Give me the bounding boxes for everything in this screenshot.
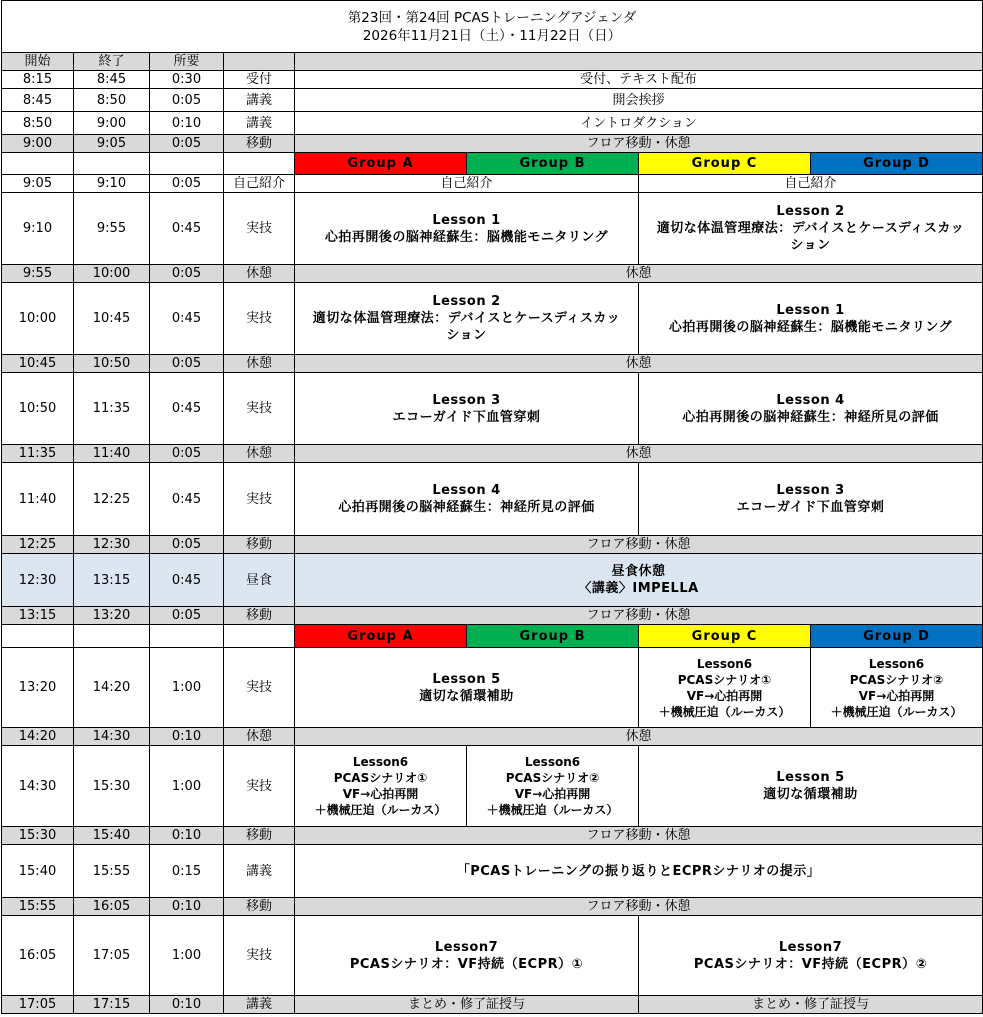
lesson-number: Lesson 5 [432,671,501,687]
cell-end: 16:05 [74,898,150,916]
cell-end: 9:05 [74,135,150,153]
scenario-detail: VF→心拍再開 [514,787,591,801]
cell-start: 10:45 [2,355,74,373]
scenario-detail: ＋機械圧迫（ルーカス） [658,704,791,719]
cell-content: 休憩 [295,355,983,373]
cell-blank [2,153,74,175]
cell-type: 実技 [224,916,295,996]
lunch-lecture: 〈講義〉IMPELLA [578,581,699,596]
cell-blank [74,153,150,175]
cell-end: 9:00 [74,112,150,135]
cell-content-right: まとめ・修了証授与 [639,996,983,1014]
cell-end: 15:40 [74,827,150,845]
cell-start: 13:15 [2,607,74,625]
cell-content: フロア移動・休憩 [295,898,983,916]
cell-blank [74,625,150,648]
scenario-detail: VF→心拍再開 [686,688,763,703]
cell-type: 講義 [224,112,295,135]
cell-duration: 0:05 [150,89,224,112]
cell-start: 9:55 [2,265,74,283]
cell-type: 昼食 [224,554,295,607]
lesson-number: Lesson 1 [776,302,845,318]
cell-content-left: まとめ・修了証授与 [295,996,639,1014]
cell-duration: 0:45 [150,193,224,265]
cell-blank [2,625,74,648]
lesson-title: 心拍再開後の脳神経蘇生：神経所見の評価 [682,409,939,425]
lesson-number: Lesson 1 [432,212,501,228]
cell-duration: 0:15 [150,845,224,898]
cell-start: 8:15 [2,71,74,89]
cell-type: 休憩 [224,728,295,746]
lesson-number: Lesson 2 [432,294,501,309]
cell-duration: 0:05 [150,445,224,463]
cell-type: 実技 [224,648,295,728]
scenario-name: PCASシナリオ① [333,771,428,785]
cell-duration: 0:45 [150,463,224,536]
cell-start: 14:20 [2,728,74,746]
cell-type: 移動 [224,827,295,845]
cell-end: 9:10 [74,175,150,193]
cell-blank [224,153,295,175]
group-c-header: Group C [639,153,811,175]
lesson-number: Lesson 3 [432,392,501,408]
cell-end: 8:50 [74,89,150,112]
cell-duration: 0:10 [150,728,224,746]
lesson-number: Lesson6 [524,755,581,769]
cell-duration: 0:05 [150,607,224,625]
group-d-header: Group D [811,625,983,648]
cell-type: 受付 [224,71,295,89]
lesson-cell-right [639,283,983,355]
lunch-cell [295,554,983,607]
lesson-cell-right [639,746,983,827]
cell-start: 14:30 [2,746,74,827]
cell-duration: 1:00 [150,916,224,996]
cell-type: 講義 [224,89,295,112]
cell-content: イントロダクション [295,112,983,135]
lesson-cell-group-c [639,648,811,728]
lesson-cell-left [295,648,639,728]
cell-content: 開会挨拶 [295,89,983,112]
cell-type: 休憩 [224,265,295,283]
scenario-detail: ＋機械圧迫（ルーカス） [486,803,619,817]
cell-start: 11:40 [2,463,74,536]
cell-start: 8:50 [2,112,74,135]
scenario-name: PCASシナリオ① [677,672,772,687]
lesson-number: Lesson6 [352,755,409,769]
cell-duration: 0:30 [150,71,224,89]
cell-content: フロア移動・休憩 [295,827,983,845]
lesson-number: Lesson6 [696,656,753,671]
cell-type: 講義 [224,845,295,898]
lesson-number: Lesson7 [434,939,499,955]
lesson-number: Lesson6 [868,656,925,671]
lesson-cell-left [295,373,639,445]
cell-end: 13:20 [74,607,150,625]
cell-type: 休憩 [224,355,295,373]
lesson-title: 適切な体温管理療法：デバイスとケースディスカッ [312,311,621,326]
lesson-title: 適切な体温管理療法：デバイスとケースディスカッ [656,221,965,236]
cell-start: 9:10 [2,193,74,265]
lesson-cell-right [639,916,983,996]
cell-type: 実技 [224,463,295,536]
lesson-cell-left [295,916,639,996]
lesson-number: Lesson 3 [776,483,845,498]
lesson-title: 適切な循環補助 [763,787,858,802]
group-b-header: Group B [467,625,639,648]
lesson-title: 心拍再開後の脳神経蘇生：神経所見の評価 [338,500,595,515]
cell-start: 10:00 [2,283,74,355]
cell-content: 休憩 [295,445,983,463]
cell-content: フロア移動・休憩 [295,536,983,554]
cell-duration: 0:10 [150,112,224,135]
cell-start: 15:55 [2,898,74,916]
agenda-table [1,0,983,1014]
cell-type: 実技 [224,193,295,265]
cell-duration: 0:10 [150,898,224,916]
cell-duration: 0:10 [150,996,224,1014]
cell-type: 移動 [224,135,295,153]
cell-end: 15:55 [74,845,150,898]
header-end: 終了 [74,53,150,71]
lesson-title: エコーガイド下血管穿刺 [392,409,541,425]
cell-type: 移動 [224,536,295,554]
cell-start: 9:00 [2,135,74,153]
lesson-title: PCASシナリオ：VF持続（ECPR）① [349,956,584,972]
cell-content: フロア移動・休憩 [295,607,983,625]
cell-content: 休憩 [295,728,983,746]
cell-start: 11:35 [2,445,74,463]
cell-type: 講義 [224,996,295,1014]
scenario-detail: ＋機械圧迫（ルーカス） [830,704,963,719]
cell-start: 12:30 [2,554,74,607]
cell-start: 8:45 [2,89,74,112]
cell-end: 12:30 [74,536,150,554]
cell-blank [150,153,224,175]
cell-type: 実技 [224,373,295,445]
cell-duration: 0:10 [150,827,224,845]
group-a-header: Group A [295,625,467,648]
title-line-1: 第23回・第24回 PCASトレーニングアジェンダ [347,9,637,26]
cell-end: 17:05 [74,916,150,996]
cell-start: 13:20 [2,648,74,728]
lesson-number: Lesson 2 [776,204,845,219]
cell-end: 11:35 [74,373,150,445]
cell-end: 8:45 [74,71,150,89]
cell-duration: 0:05 [150,355,224,373]
cell-type: 休憩 [224,445,295,463]
group-a-header: Group A [295,153,467,175]
lesson-title: 心拍再開後の脳神経蘇生：脳機能モニタリング [324,229,609,245]
cell-type: 自己紹介 [224,175,295,193]
cell-start: 16:05 [2,916,74,996]
cell-blank [224,625,295,648]
cell-start: 12:25 [2,536,74,554]
cell-content-right: 自己紹介 [639,175,983,193]
lesson-cell-left [295,283,639,355]
cell-duration: 0:05 [150,135,224,153]
lesson-number: Lesson 4 [432,483,501,498]
cell-duration: 1:00 [150,746,224,827]
page-title [2,1,983,53]
cell-duration: 0:05 [150,536,224,554]
cell-duration: 0:05 [150,265,224,283]
cell-duration: 0:45 [150,554,224,607]
header-start: 開始 [2,53,74,71]
header-duration: 所要 [150,53,224,71]
lesson-title: 心拍再開後の脳神経蘇生：脳機能モニタリング [668,319,953,335]
lesson-cell-left [295,463,639,536]
lesson-title-cont: ション [446,328,487,343]
cell-type: 移動 [224,898,295,916]
group-d-header: Group D [811,153,983,175]
lesson-cell-right [639,193,983,265]
lesson-cell-group-d [811,648,983,728]
cell-end: 10:00 [74,265,150,283]
cell-end: 15:30 [74,746,150,827]
cell-end: 14:30 [74,728,150,746]
cell-start: 9:05 [2,175,74,193]
cell-type: 実技 [224,746,295,827]
cell-type: 移動 [224,607,295,625]
cell-end: 9:55 [74,193,150,265]
cell-end: 17:15 [74,996,150,1014]
cell-start: 10:50 [2,373,74,445]
cell-content: 休憩 [295,265,983,283]
lesson-title: 適切な循環補助 [419,688,514,704]
cell-start: 15:40 [2,845,74,898]
lesson-title: PCASシナリオ：VF持続（ECPR）② [693,956,928,972]
cell-content-left: 自己紹介 [295,175,639,193]
header-content [295,53,983,71]
cell-end: 14:20 [74,648,150,728]
cell-end: 12:25 [74,463,150,536]
cell-end: 10:45 [74,283,150,355]
lesson-cell-group-a [295,746,467,827]
cell-start: 17:05 [2,996,74,1014]
lesson-cell-group-b [467,746,639,827]
lesson-number: Lesson 4 [776,392,845,408]
cell-end: 13:15 [74,554,150,607]
lesson-cell-left [295,193,639,265]
cell-end: 10:50 [74,355,150,373]
scenario-detail: ＋機械圧迫（ルーカス） [314,803,447,817]
cell-content: 「PCASトレーニングの振り返りとECPRシナリオの提示」 [295,845,983,898]
header-type [224,53,295,71]
lesson-number: Lesson 5 [776,770,845,785]
scenario-name: PCASシナリオ② [849,672,944,687]
cell-duration: 1:00 [150,648,224,728]
cell-end: 11:40 [74,445,150,463]
lesson-title: エコーガイド下血管穿刺 [736,500,885,515]
cell-duration: 0:05 [150,175,224,193]
lesson-cell-right [639,463,983,536]
cell-blank [150,625,224,648]
lesson-title-cont: ション [790,238,831,253]
cell-duration: 0:45 [150,373,224,445]
title-line-2: 2026年11月21日（土）・11月22日（日） [362,27,622,44]
cell-duration: 0:45 [150,283,224,355]
cell-content: フロア移動・休憩 [295,135,983,153]
cell-content: 受付、テキスト配布 [295,71,983,89]
scenario-name: PCASシナリオ② [505,771,600,785]
group-b-header: Group B [467,153,639,175]
lunch-title: 昼食休憩 [611,564,666,579]
lesson-cell-right [639,373,983,445]
scenario-detail: VF→心拍再開 [858,688,935,703]
group-c-header: Group C [639,625,811,648]
lesson-number: Lesson7 [778,939,843,955]
cell-start: 15:30 [2,827,74,845]
scenario-detail: VF→心拍再開 [342,787,419,801]
cell-type: 実技 [224,283,295,355]
